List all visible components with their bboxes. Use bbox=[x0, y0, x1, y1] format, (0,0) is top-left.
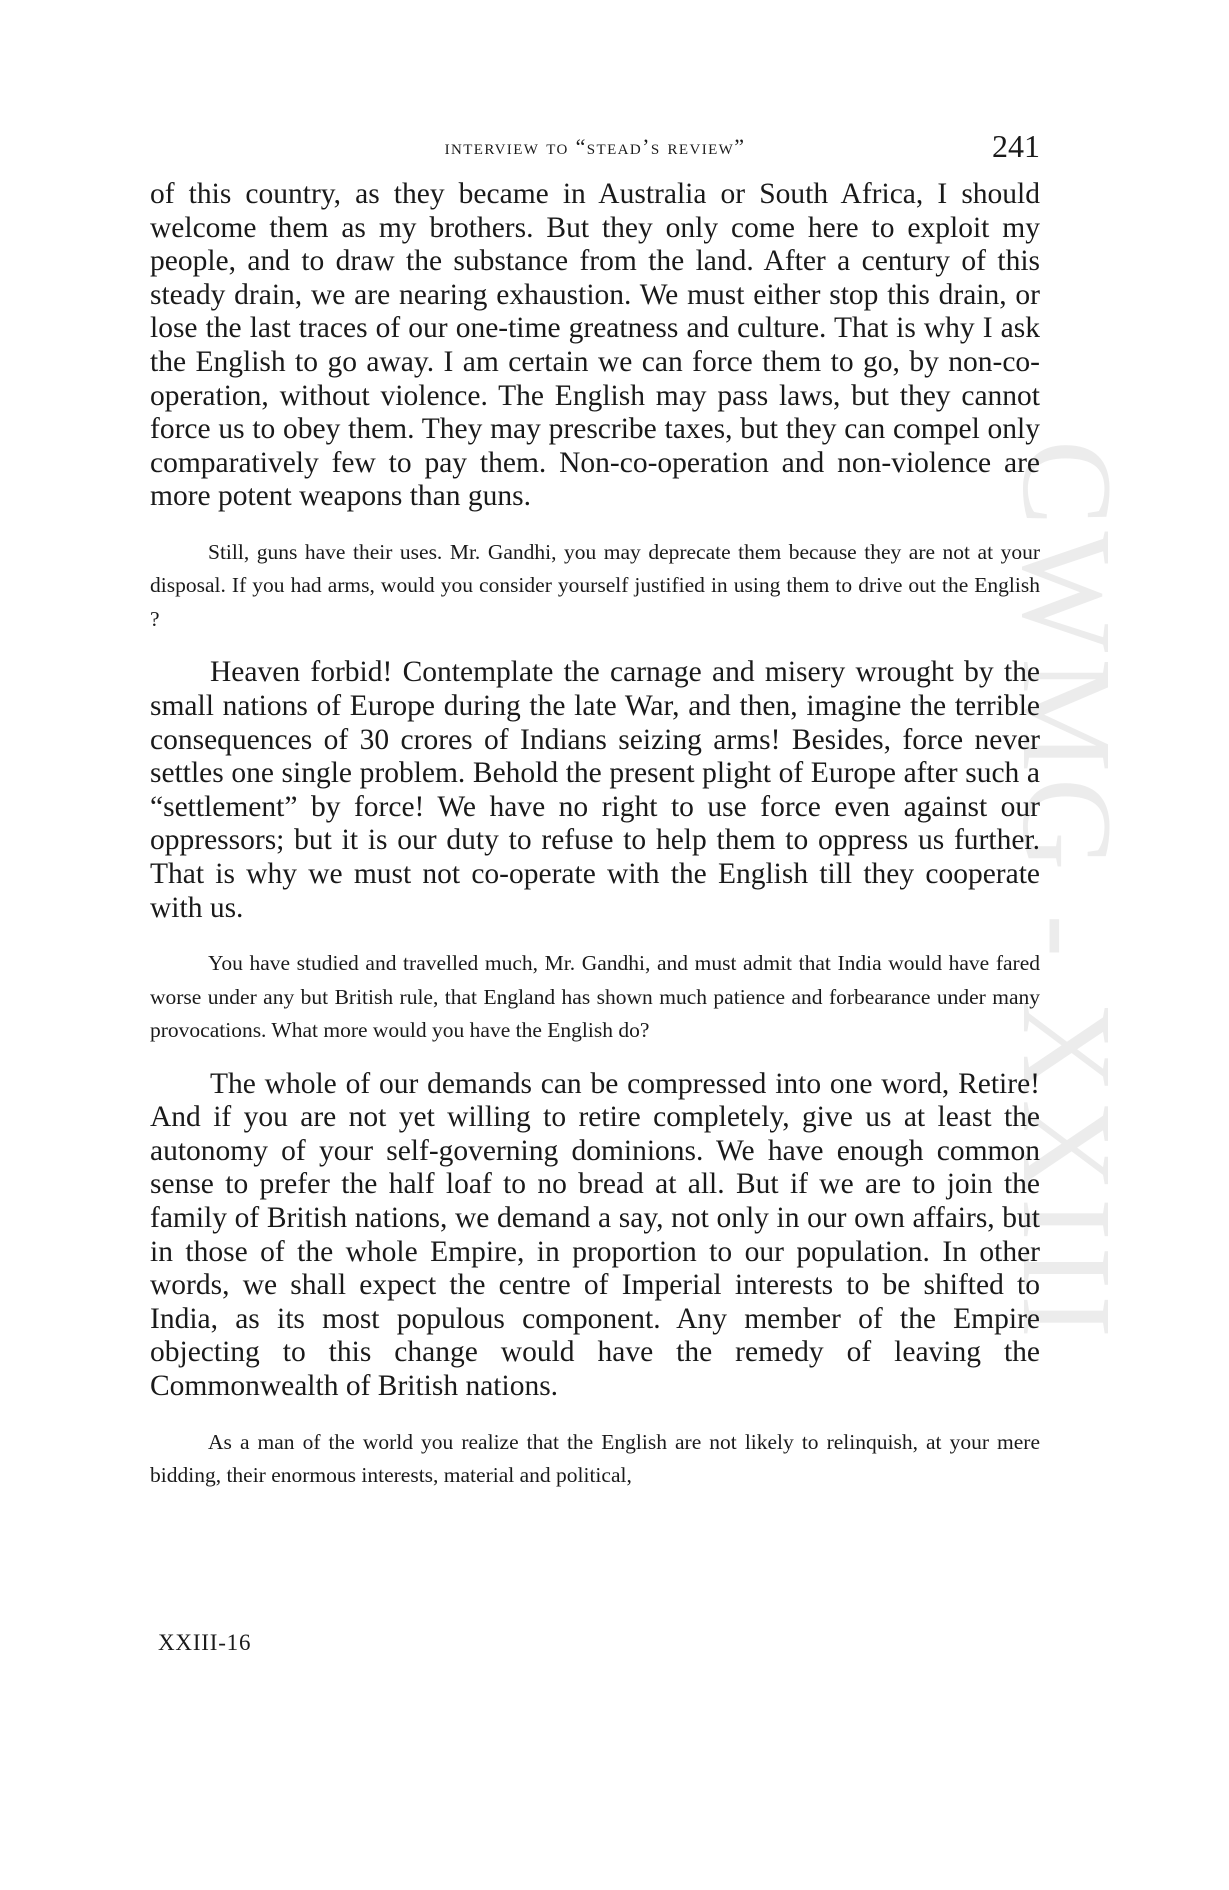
watermark bbox=[996, 440, 1150, 1440]
signature-mark: XXIII-16 bbox=[158, 1630, 252, 1655]
question-paragraph: As a man of the world you realize that the English are not likely to relinquish, at your mere bidding, their enormous interests, material and political, bbox=[150, 1429, 1040, 1488]
answer-paragraph: of this country, as they became in Australia or South Africa, I should welcome them as my brothers. But they only come here to exploit my people, and to draw the substance from the land. After a century of this steady drain, we are nearing exhaustion. We must either stop this drain, or lose the last traces of our one-time greatness and culture. That is why I ask the English to go away. I am certain we can force them to go, by non-co-operation, without violence. The English may pass laws, but they cannot force us to obey them. They may prescribe taxes, but they can compel only comparatively few to pay them. Non-co-operation and non-violence are more potent weapons than guns. bbox=[150, 178, 1040, 513]
answer-paragraph: Heaven forbid! Contemplate the carnage and misery wrought by the small nations of Europe during the late War, and then, imagine the terrible consequences of 30 crores of Indians seizing arms! Besides, force never settles one single problem. Behold the present plight of Europe after such a “settlement” by force! We have no right to use force even against our oppressors; but it is our duty to refuse to help them to oppress us further. That is why we must not co-operate with the English till they cooperate with us. bbox=[150, 656, 1040, 924]
question-paragraph: Still, guns have their uses. Mr. Gandhi, you may deprecate them because they are not at your disposal. If you had arms, would you consider yourself justified in using them to drive out the English ? bbox=[150, 539, 1040, 631]
page-header bbox=[150, 128, 1040, 168]
running-head: interview to “stead’s review” bbox=[444, 134, 746, 159]
answer-paragraph: The whole of our demands can be compressed into one word, Retire! And if you are not yet willing to retire completely, give us at least the autonomy of your self-governing dominions. We have enough common sense to prefer the half loaf to no bread at all. But if we are to join the family of British nations, we demand a say, not only in our own affairs, but in those of the whole Empire, in proportion to our population. In other words, we shall expect the centre of Imperial interests to be shifted to India, as its most populous component. Any member of the Empire objecting to this change would have the remedy of leaving the Commonwealth of British nations. bbox=[150, 1067, 1040, 1403]
page-number: 241 bbox=[992, 128, 1040, 164]
page-body bbox=[150, 178, 1040, 1493]
watermark-text: CWMG - XXIII bbox=[996, 440, 1138, 1344]
question-paragraph: You have studied and travelled much, Mr. Gandhi, and must admit that India would have fared worse under any but British rule, that England has shown much patience and forbearance under many provocations. What more would you have the English do? bbox=[150, 951, 1040, 1043]
